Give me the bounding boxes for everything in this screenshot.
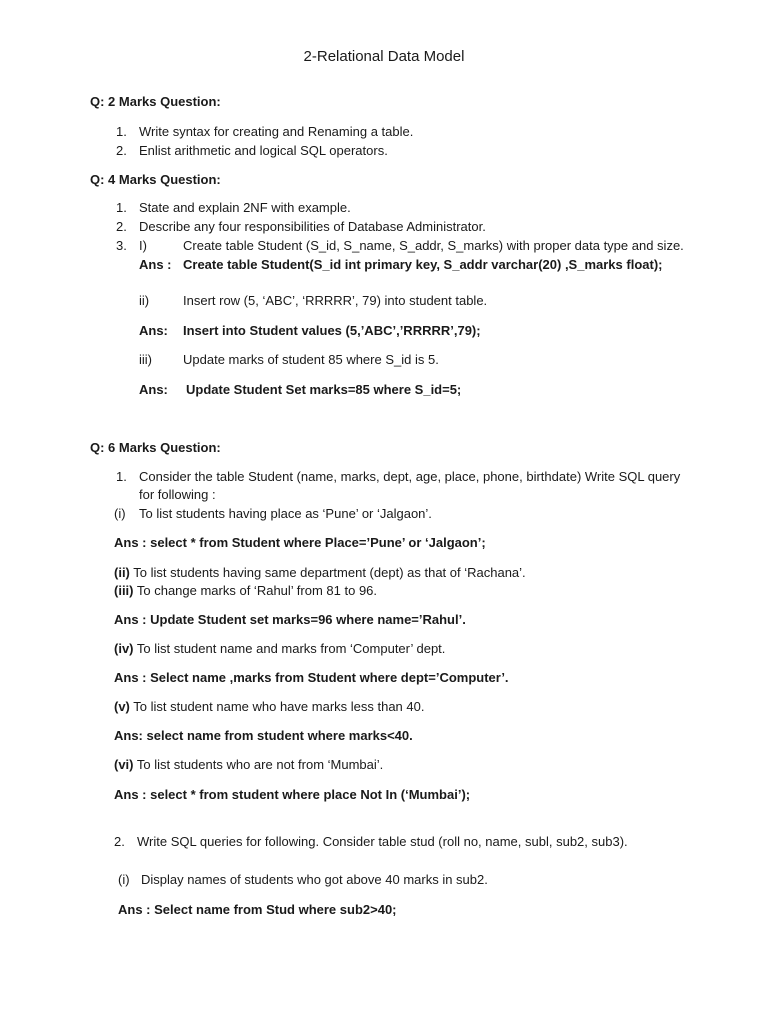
q4-part-2-label: ii): [139, 293, 150, 308]
q4-item-1: State and explain 2NF with example.: [139, 200, 351, 215]
q6-sub-iii: [114, 583, 377, 599]
q6-sub-vi-label: (vi): [114, 757, 134, 772]
q6-answer-v: Ans: select name from student where marks<40.: [114, 728, 413, 743]
q4-part-3-text: Update marks of student 85 where S_id is 5.: [183, 352, 439, 367]
q6-sub-iv-label: (iv): [114, 641, 134, 656]
q6-heading: Q: 6 Marks Question:: [90, 440, 221, 455]
q4-answer-2-label: Ans:: [139, 323, 168, 338]
q6-sub-v-label: (v): [114, 699, 130, 714]
q6-sub-iii-text: To change marks of ‘Rahul’ from 81 to 96.: [133, 583, 378, 598]
q4-answer-3-text: Update Student Set marks=85 where S_id=5;: [186, 382, 462, 397]
q2-item-2-number: 2.: [116, 143, 127, 158]
q4-item-2-number: 2.: [116, 219, 127, 234]
q4-answer-1-label: Ans :: [139, 257, 172, 272]
q6-item-1-line-2: for following :: [139, 487, 216, 502]
q6-item-1-line-1: Consider the table Student (name, marks, dept, age, place, phone, birthdate) Write SQL query: [139, 469, 681, 484]
q6-sub-ii-label: (ii): [114, 565, 130, 580]
q2-heading: Q: 2 Marks Question:: [90, 94, 221, 109]
q6-answer-iii: Ans : Update Student set marks=96 where name=’Rahul’.: [114, 612, 466, 627]
q6-sub-iv: [114, 641, 445, 657]
q2-item-1-number: 1.: [116, 124, 127, 139]
q4-part-3-label: iii): [139, 352, 152, 367]
q4-answer-3-label: Ans:: [139, 382, 168, 397]
page-title: 2-Relational Data Model: [303, 48, 465, 65]
q6-sub-i-text: To list students having place as ‘Pune’ or ‘Jalgaon’.: [139, 506, 432, 521]
q6-sub-vi: [114, 757, 383, 773]
q6-answer-i: Ans : select * from Student where Place=’Pune’ or ‘Jalgaon’;: [114, 535, 486, 550]
q6-answer-vi: Ans : select * from student where place Not In (‘Mumbai’);: [114, 787, 471, 802]
q6-sub-v-text: To list student name who have marks less than 40.: [129, 699, 425, 714]
q6-sub-vi-text: To list students who are not from ‘Mumbai’.: [133, 757, 384, 772]
q6-item-2-answer-i: Ans : Select name from Stud where sub2>40;: [118, 902, 397, 917]
q6-sub-iii-label: (iii): [114, 583, 134, 598]
q6-item-2-sub-i-text: Display names of students who got above 40 marks in sub2.: [141, 872, 488, 887]
q6-item-2-text: Write SQL queries for following. Consider table stud (roll no, name, subl, sub2, sub3).: [137, 834, 628, 849]
q6-sub-v: [114, 699, 424, 715]
q2-item-2: Enlist arithmetic and logical SQL operators.: [139, 143, 388, 158]
q6-sub-ii-text: To list students having same department (dept) as that of ‘Rachana’.: [129, 565, 526, 580]
q4-item-1-number: 1.: [116, 200, 127, 215]
q4-answer-1-text: Create table Student(S_id int primary key, S_addr varchar(20) ,S_marks float);: [183, 257, 663, 272]
q6-item-2-sub-i-label: (i): [118, 872, 130, 887]
q4-part-1-text: Create table Student (S_id, S_name, S_addr, S_marks) with proper data type and size.: [183, 238, 684, 253]
q4-part-2-text: Insert row (5, ‘ABC’, ‘RRRRR’, 79) into student table.: [183, 293, 488, 308]
q2-item-1: Write syntax for creating and Renaming a table.: [139, 124, 414, 139]
q6-sub-ii: [114, 565, 526, 581]
q6-sub-iv-text: To list student name and marks from ‘Computer’ dept.: [133, 641, 446, 656]
q6-sub-i-label: (i): [114, 506, 126, 521]
q4-answer-2-text: Insert into Student values (5,’ABC’,’RRRRR’,79);: [183, 323, 481, 338]
q4-item-2: Describe any four responsibilities of Database Administrator.: [139, 219, 486, 234]
q4-item-3-number: 3.: [116, 238, 127, 253]
q4-heading: Q: 4 Marks Question:: [90, 172, 221, 187]
q4-part-1-label: I): [139, 238, 147, 253]
q6-item-2-number: 2.: [114, 834, 125, 849]
q6-answer-iv: Ans : Select name ,marks from Student where dept=’Computer’.: [114, 670, 509, 685]
q6-item-1-number: 1.: [116, 469, 127, 484]
